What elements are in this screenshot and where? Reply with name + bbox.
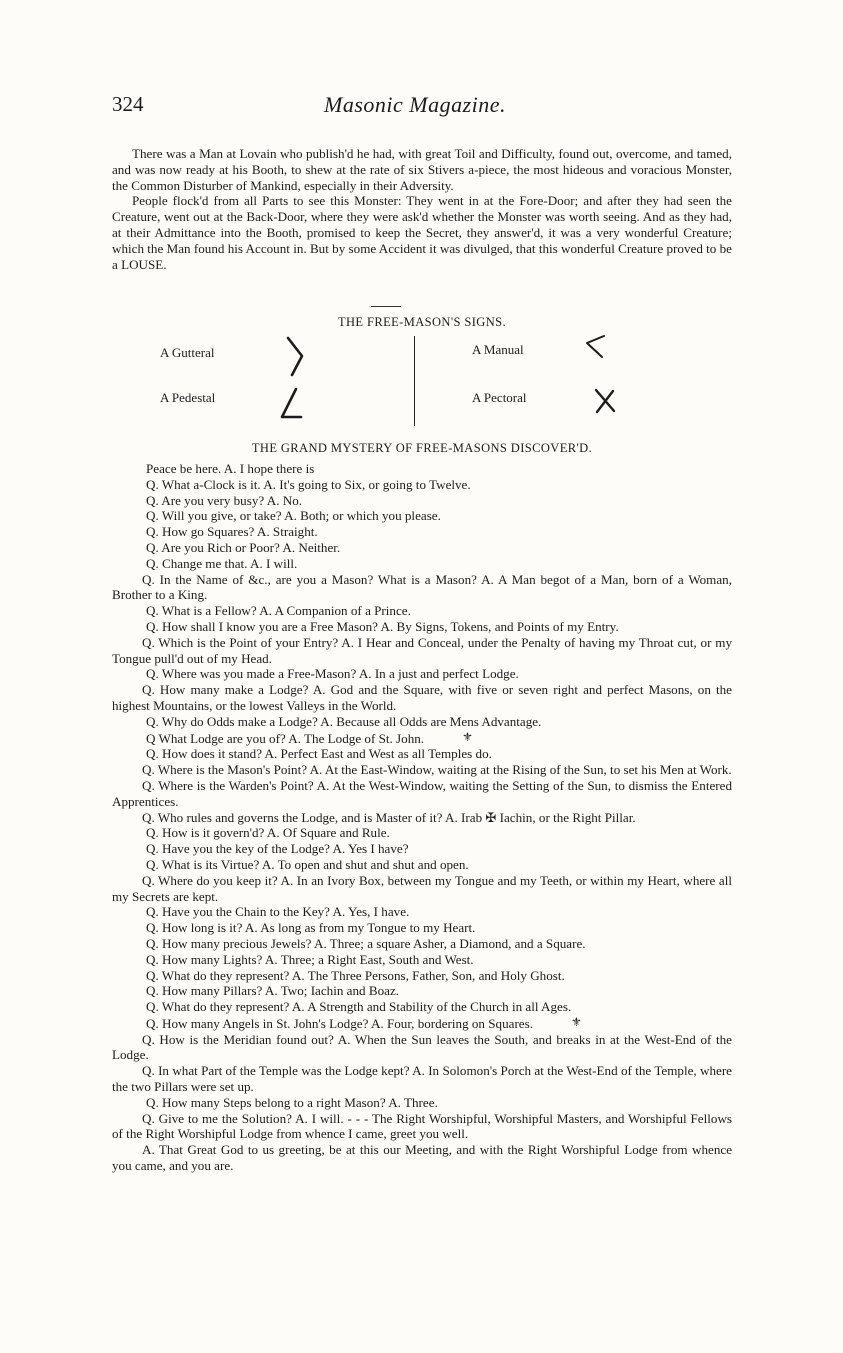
catechism-line-text: Q. How many Angels in St. John's Lodge? A. Four, bordering on Squares. (146, 1015, 533, 1031)
catechism-line-text: Q. How many Pillars? A. Two; Iachin and Boaz. (146, 983, 400, 999)
catechism-line (112, 857, 732, 873)
catechism-line-text: Q. How many Steps belong to a right Mason? A. Three. (146, 1094, 438, 1110)
catechism-line-text: Q. Have you the key of the Lodge? A. Yes I have? (146, 841, 409, 857)
catechism-line-text: Q. How is the Meridian found out? A. When the Sun leaves the South, and breaks in at the West-End of the Lodge. (112, 1031, 732, 1063)
catechism-line (112, 714, 732, 730)
catechism-line-text: Q. What is its Virtue? A. To open and shut and shut and open. (146, 856, 469, 872)
sign-label-pectoral: A Pectoral (472, 390, 527, 405)
catechism-line (112, 762, 732, 778)
catechism-line (112, 968, 732, 984)
catechism-line-text: Q. Give to me the Solution? A. I will. - - - The Right Worshipful, Worshipful Masters, and Worshipful Fellows of the Right Worshipful Lodge from whence I came, greet you well. (112, 1110, 732, 1142)
catechism-line (112, 572, 732, 604)
catechism-line-text: Q. Why do Odds make a Lodge? A. Because all Odds are Mens Advantage. (146, 713, 542, 729)
page-number: 324 (112, 92, 144, 116)
catechism-line (112, 952, 732, 968)
catechism-line-text: Q. How many make a Lodge? A. God and the Square, with five or seven right and perfect Masons, on the highest Mountains, or the lowest Valleys in the World. (112, 682, 732, 713)
catechism-line-text: Q. How does it stand? A. Perfect East and West as all Temples do. (146, 746, 492, 762)
catechism-line (112, 999, 732, 1015)
catechism-line (112, 904, 732, 920)
pedestal-sign-icon (277, 386, 307, 424)
catechism-line (112, 524, 732, 540)
pectoral-sign-icon (593, 387, 619, 415)
catechism-line (112, 920, 732, 936)
catechism-line-text: Q. Which is the Point of your Entry? A. I Hear and Conceal, under the Penalty of having my Throat cut, or my Tongue pull'd out of my Head. (112, 634, 732, 666)
catechism-line (112, 983, 732, 999)
catechism-line (112, 873, 732, 905)
catechism-line (112, 635, 732, 667)
sign-label-guttural: A Gutteral (160, 345, 215, 360)
square-compass-mark-icon: ⚜ (462, 729, 473, 744)
catechism-line-text: Q. How long is it? A. As long as from my Tongue to my Heart. (146, 920, 476, 936)
manual-sign-icon (584, 333, 608, 361)
sign-label-pedestal: A Pedestal (160, 390, 216, 405)
catechism-line (112, 493, 732, 509)
intro-paragraph-1: There was a Man at Lovain who publish'd he had, with great Toil and Difficulty, found out, overcome, and tamed, and was now ready at his Booth, to shew at the rate of six Stivers a-piece, the most hideous and voracious Monster, the Common Disturber of Mankind, especially in their Adversity. (112, 146, 732, 193)
catechism-line-text: Q. How is it govern'd? A. Of Square and Rule. (146, 825, 390, 841)
catechism-line (112, 1111, 732, 1143)
catechism-line (112, 825, 732, 841)
catechism-line-text: Q What Lodge are you of? A. The Lodge of St. John. (146, 730, 425, 746)
running-title: Masonic Magazine. (324, 92, 507, 117)
catechism-line-text: Q. Are you Rich or Poor? A. Neither. (146, 539, 341, 555)
catechism-line-text: Q. Are you very busy? A. No. (146, 492, 303, 508)
catechism-line-text: Q. What a-Clock is it. A. It's going to Six, or going to Twelve. (146, 476, 471, 492)
catechism-line (112, 461, 732, 477)
catechism-line-text: Q. Where is the Warden's Point? A. At the West-Window, waiting the Setting of the Sun, to dismiss the Entered Apprentices. (112, 777, 732, 809)
catechism-line (112, 556, 732, 572)
catechism-line (112, 1095, 732, 1111)
catechism-line (112, 778, 732, 810)
catechism-line (112, 619, 732, 635)
catechism-line-text: Q. Where is the Mason's Point? A. At the East-Window, waiting at the Rising of the Sun, to set his Men at Work. (142, 762, 732, 778)
guttural-sign-icon (282, 335, 310, 379)
catechism-line (112, 841, 732, 857)
catechism-line-text: Q. How go Squares? A. Straight. (146, 524, 318, 540)
catechism-line (112, 603, 732, 619)
catechism-line-text: Q. How shall I know you are a Free Mason? A. By Signs, Tokens, and Points of my Entry. (146, 618, 619, 634)
catechism-line (112, 1142, 732, 1174)
catechism-line-text: Q. Have you the Chain to the Key? A. Yes, I have. (146, 904, 410, 920)
catechism-line (112, 477, 732, 493)
catechism-line-text: Q. What do they represent? A. A Strength and Stability of the Church in all Ages. (146, 999, 572, 1015)
catechism-body (112, 461, 732, 1174)
catechism-line (112, 730, 732, 747)
catechism-line (112, 936, 732, 952)
catechism-line-text: Q. Will you give, or take? A. Both; or which you please. (146, 508, 441, 524)
catechism-line-text: Q. In the Name of &c., are you a Mason? What is a Mason? A. A Man begot of a Man, born of a Woman, Brother to a King. (112, 571, 732, 603)
catechism-line (112, 1063, 732, 1095)
catechism-line-text: Q. Where do you keep it? A. In an Ivory Box, between my Tongue and my Teeth, or within my Heart, where all my Secrets are kept. (112, 872, 732, 904)
catechism-line (112, 1032, 732, 1064)
catechism-line-text: Q. Who rules and governs the Lodge, and is Master of it? A. Irab ✠ Iachin, or the Right Pillar. (142, 809, 636, 825)
catechism-line (112, 508, 732, 524)
mystery-heading: THE GRAND MYSTERY OF FREE-MASONS DISCOVER'D. (251, 441, 593, 455)
catechism-line-text: Q. Change me that. A. I will. (146, 555, 298, 571)
catechism-line (112, 1015, 732, 1032)
section-divider (371, 306, 401, 307)
catechism-line (112, 666, 732, 682)
catechism-line-text: Q. What do they represent? A. The Three Persons, Father, Son, and Holy Ghost. (146, 967, 565, 983)
catechism-line-text: Q. How many precious Jewels? A. Three; a square Asher, a Diamond, and a Square. (146, 935, 586, 951)
signs-heading: THE FREE-MASON'S SIGNS. (337, 315, 507, 329)
catechism-line-text: Q. What is a Fellow? A. A Companion of a Prince. (146, 603, 411, 619)
catechism-line (112, 746, 732, 762)
catechism-line (112, 810, 732, 826)
square-compass-mark-icon: ⚜ (570, 1014, 582, 1029)
catechism-line (112, 682, 732, 714)
signs-divider-line (414, 336, 415, 426)
sign-label-manual: A Manual (472, 342, 524, 357)
catechism-line-text: A. That Great God to us greeting, be at this our Meeting, and with the Right Worshipful Lodge from whence you came, and you are. (112, 1142, 732, 1174)
intro-paragraph-2: People flock'd from all Parts to see this Monster: They went in at the Fore-Door; and after they had seen the Creature, went out at the Back-Door, where they were ask'd whether the Monster was worth seeing. And as they had, at their Admittance into the Booth, promised to keep the Secret, they answer'd, it was a very wonderful Creature; which the Man found his Account in. But by some Accident it was divulged, that this wonderful Creature proved to be a LOUSE. (112, 193, 732, 272)
catechism-line-text: Peace be here. A. I hope there is (146, 461, 315, 476)
catechism-line-text: Q. In what Part of the Temple was the Lodge kept? A. In Solomon's Porch at the West-End of the Temple, where the two Pillars were set up. (112, 1063, 732, 1095)
catechism-line-text: Q. How many Lights? A. Three; a Right East, South and West. (146, 951, 474, 967)
page-header (112, 92, 732, 126)
catechism-line (112, 540, 732, 556)
catechism-line-text: Q. Where was you made a Free-Mason? A. In a just and perfect Lodge. (146, 666, 519, 682)
intro-section (112, 146, 732, 272)
